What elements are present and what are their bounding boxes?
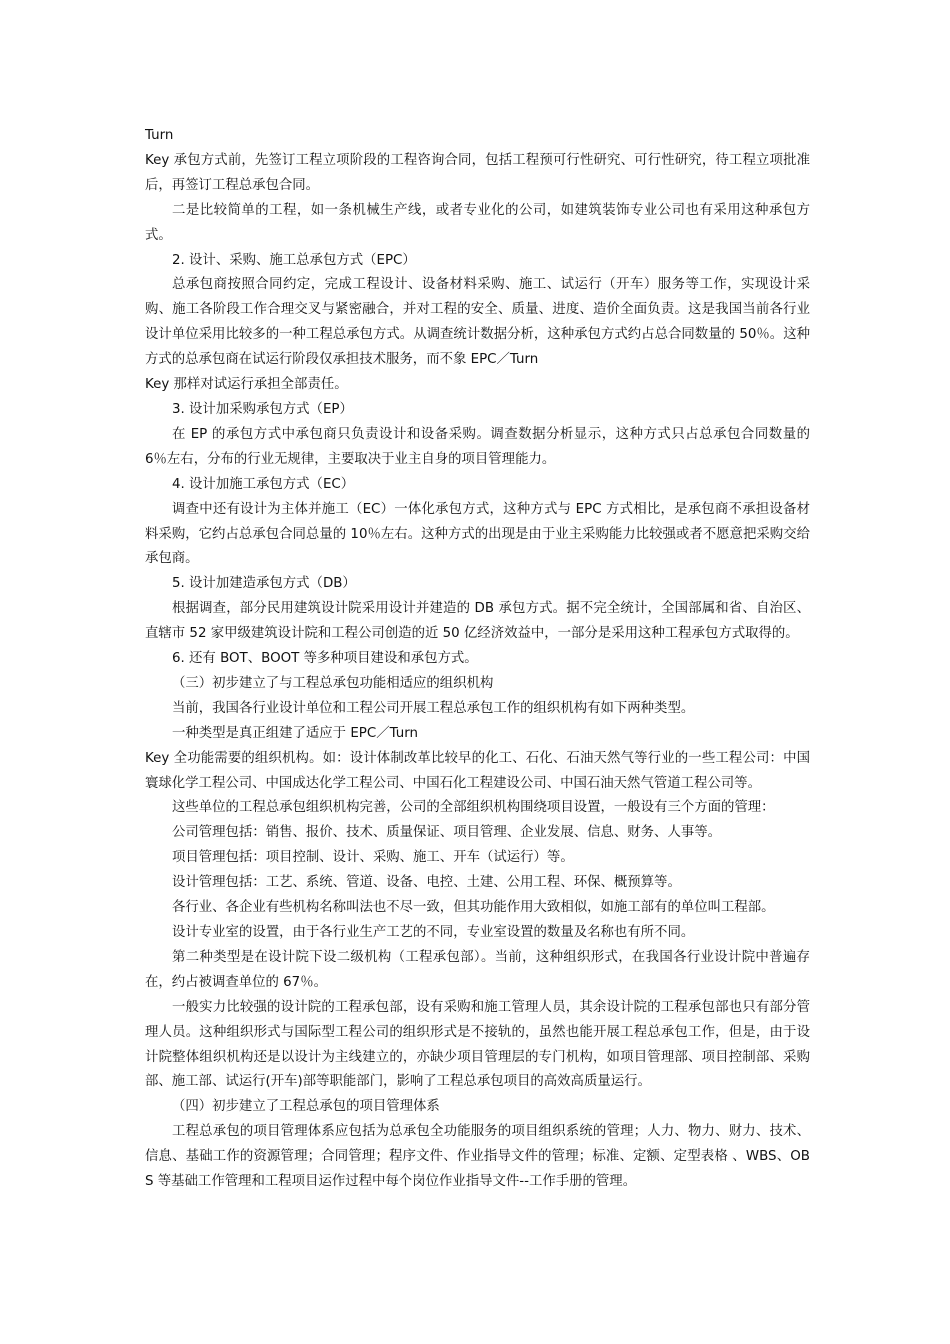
section-heading: （四）初步建立了工程总承包的项目管理体系 (172, 1099, 440, 1115)
section-heading: 2. 设计、采购、施工总承包方式（EPC） (172, 252, 416, 268)
section-heading: 3. 设计加采购承包方式（EP） (172, 401, 353, 417)
paragraph: Key 那样对试运行承担全部责任。 (145, 377, 348, 393)
paragraph: 在 EP 的承包方式中承包商只负责设计和设备采购。调查数据分析显示，这种方式只占总承包合同数量的 6％左右，分布的行业无规律，主要取决于业主自身的项目管理能力。 (145, 426, 810, 467)
document-body (145, 124, 810, 1195)
paragraph: 当前，我国各行业设计单位和工程公司开展工程总承包工作的组织机构有如下两种类型。 (172, 700, 695, 716)
section-heading: 4. 设计加施工承包方式（EC） (172, 476, 355, 492)
paragraph: 设计专业室的设置，由于各行业生产工艺的不同，专业室设置的数量及名称也有所不同。 (172, 925, 695, 940)
paragraph: 各行业、各企业有些机构名称叫法也不尽一致，但其功能作用大致相似，如施工部有的单位叫工程部。 (172, 900, 775, 916)
paragraph: 一种类型是真正组建了适应于 EPC／Turn (172, 725, 418, 741)
paragraph: Key 全功能需要的组织机构。如：设计体制改革比较早的化工、石化、石油天然气等行业的一些工程公司：中国寰球化学工程公司、中国成达化学工程公司、中国石化工程建设公司、中国石油天然气管道工程公司等。 (145, 750, 810, 791)
paragraph: 调查中还有设计为主体并施工（EC）一体化承包方式，这种方式与 EPC 方式相比，是承包商不承担设备材料采购，它约占总承包合同总量的 10％左右。这种方式的出现是由于业主采购能力比较强或者不愿意把采购交给承包商。 (145, 501, 810, 567)
paragraph: 根据调查，部分民用建筑设计院采用设计并建造的 DB 承包方式。据不完全统计，全国部属和省、自治区、直辖市 52 家甲级建筑设计院和工程公司创造的近 50 亿经济效益中，一部分是采用这种工程承包方式取得的。 (145, 601, 810, 642)
paragraph: 一般实力比较强的设计院的工程承包部，设有采购和施工管理人员，其余设计院的工程承包部也只有部分管理人员。这种组织形式与国际型工程公司的组织形式是不接轨的，虽然也能开展工程总承包工作，但是，由于设计院整体组织机构还是以设计为主线建立的，亦缺少项目管理层的专门机构，如项目管理部、项目控制部、采购部、施工部、试运行(开车)部等职能部门，影响了工程总承包项目的高效高质量运行。 (145, 999, 810, 1090)
paragraph: 总承包商按照合同约定，完成工程设计、设备材料采购、施工、试运行（开车）服务等工作，实现设计采购、施工各阶段工作合理交叉与紧密融合，并对工程的安全、质量、进度、造价全面负责。这是我国当前各行业设计单位采用比较多的一种工程总承包方式。从调查统计数据分析，这种承包方式约占总合同数量的 50％。这种方式的总承包商在试运行阶段仅承担技术服务，而不象 EPC／Turn (145, 277, 810, 368)
paragraph: 第二种类型是在设计院下设二级机构（工程承包部）。当前，这种组织形式，在我国各行业设计院中普遍存在，约占被调查单位的 67％。 (145, 949, 810, 990)
section-heading: （三）初步建立了与工程总承包功能相适应的组织机构 (172, 675, 494, 691)
paragraph: 项目管理包括：项目控制、设计、采购、施工、开车（试运行）等。 (172, 850, 574, 866)
paragraph: 公司管理包括：销售、报价、技术、质量保证、项目管理、企业发展、信息、财务、人事等。 (172, 825, 722, 841)
paragraph: 设计管理包括：工艺、系统、管道、设备、电控、土建、公用工程、环保、概预算等。 (172, 875, 681, 891)
section-heading: 5. 设计加建造承包方式（DB） (172, 576, 356, 592)
paragraph: 6. 还有 BOT、BOOT 等多种项目建设和承包方式。 (172, 651, 478, 667)
paragraph: 二是比较简单的工程，如一条机械生产线，或者专业化的公司，如建筑装饰专业公司也有采用这种承包方式。 (145, 202, 810, 243)
paragraph: Key 承包方式前，先签订工程立项阶段的工程咨询合同，包括工程预可行性研究、可行性研究，待工程立项批准后，再签订工程总承包合同。 (145, 152, 810, 193)
paragraph: 这些单位的工程总承包组织机构完善，公司的全部组织机构围绕项目设置，一般设有三个方面的管理： (172, 800, 775, 816)
paragraph: Turn (145, 128, 174, 143)
paragraph: 工程总承包的项目管理体系应包括为总承包全功能服务的项目组织系统的管理；人力、物力、财力、技术、信息、基础工作的资源管理；合同管理；程序文件、作业指导文件的管理；标准、定额、定型表格 、WBS、OBS 等基础工作管理和工程项目运作过程中每个岗位作业指导文件--工作手册的管理。 (145, 1124, 810, 1190)
